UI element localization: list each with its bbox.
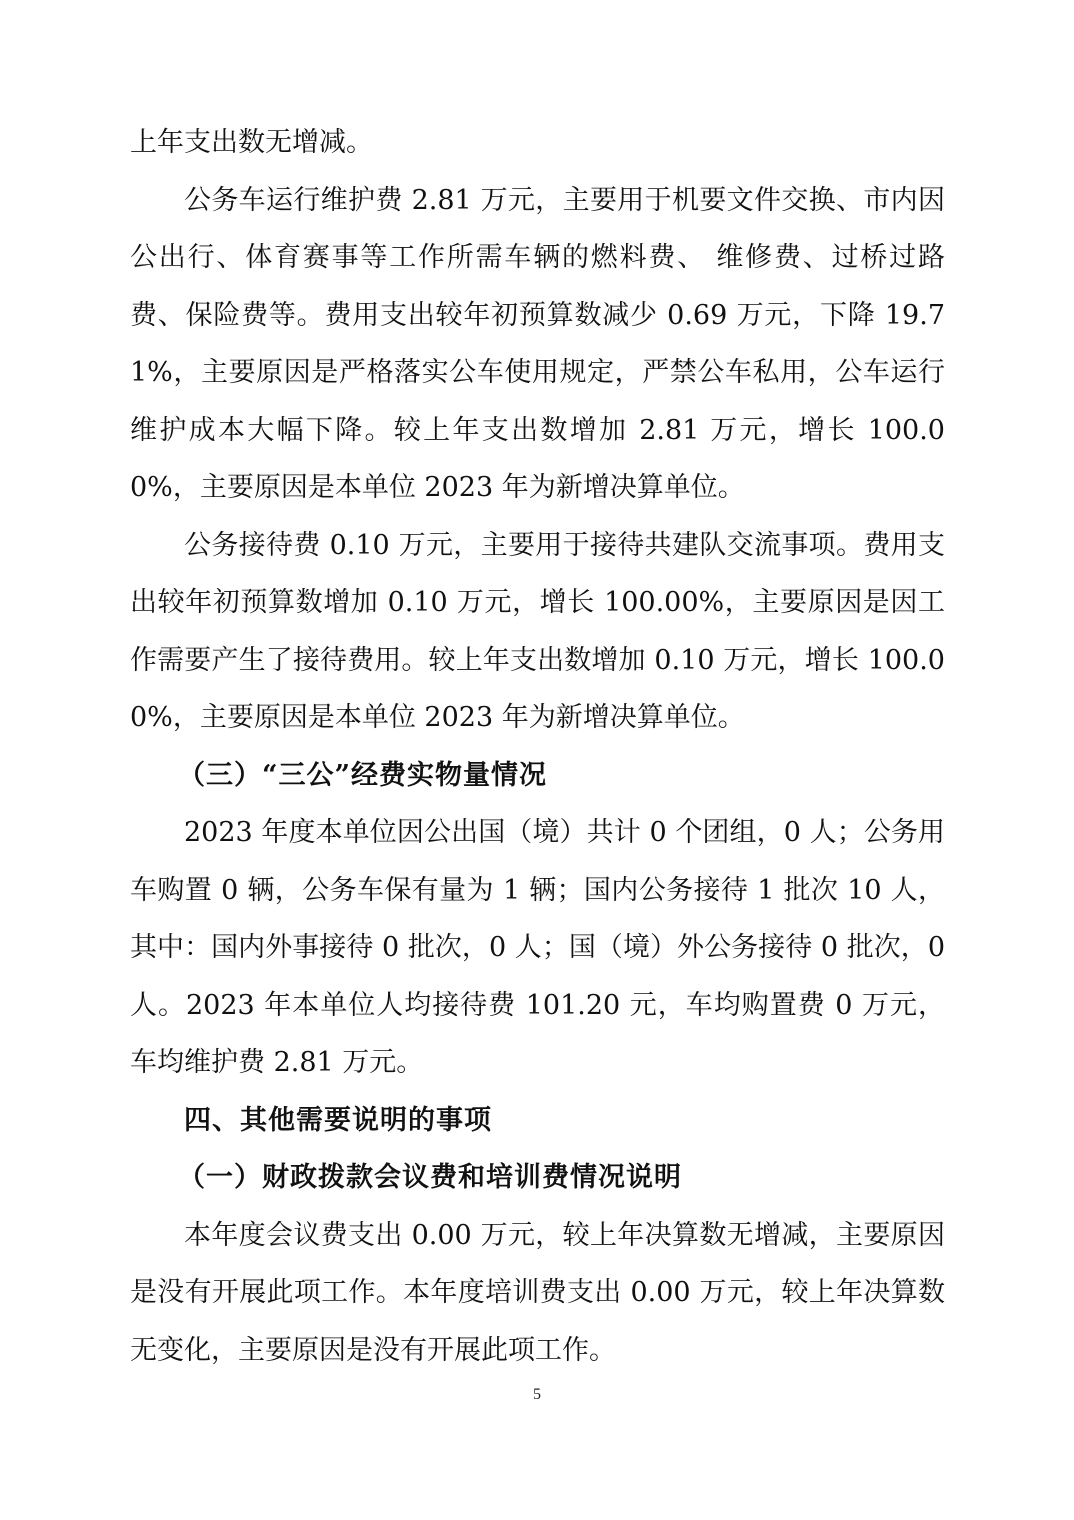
page-number: 5 <box>533 1386 541 1403</box>
section-heading-physical-quantity: （三）“三公”经费实物量情况 <box>178 759 548 791</box>
section-heading-other-matters: 四、其他需要说明的事项 <box>184 1104 492 1136</box>
paragraph-vehicle-maintenance: 公务车运行维护费 2.81 万元，主要用于机要文件交换、市内因公出行、体育赛事等工作所需车辆的燃料费、 维修费、过桥过路费、保险费等。费用支出较年初预算数减少 0.69 万元，下降 19.71%，主要原因是严格落实公车使用规定，严禁公车私用，公车运行维护成本大幅下降。较上年支出数增加 2.81 万元，增长 100.00%，主要原因是本单位 2023 年为新增决算单位。 <box>130 184 945 503</box>
paragraph-meeting-training: 本年度会议费支出 0.00 万元，较上年决算数无增减，主要原因是没有开展此项工作。本年度培训费支出 0.00 万元，较上年决算数无变化，主要原因是没有开展此项工作。 <box>130 1219 945 1366</box>
paragraph-physical-quantity: 2023 年度本单位因公出国（境）共计 0 个团组，0 人；公务用车购置 0 辆，公务车保有量为 1 辆；国内公务接待 1 批次 10 人，其中：国内外事接待 0 批次，0 人；国（境）外公务接待 0 批次，0 人。2023 年本单位人均接待费 101.20 元，车均购置费 0 万元，车均维护费 2.81 万元。 <box>130 817 945 1078</box>
section-heading-meeting-training: （一）财政拨款会议费和培训费情况说明 <box>178 1162 682 1193</box>
body-text <box>130 114 945 1379</box>
paragraph-continuation: 上年支出数无增减。 <box>130 127 373 158</box>
paragraph-official-reception: 公务接待费 0.10 万元，主要用于接待共建队交流事项。费用支出较年初预算数增加 0.10 万元，增长 100.00%，主要原因是因工作需要产生了接待费用。较上年支出数增加 0.10 万元，增长 100.00%，主要原因是本单位 2023 年为新增决算单位。 <box>130 529 945 733</box>
